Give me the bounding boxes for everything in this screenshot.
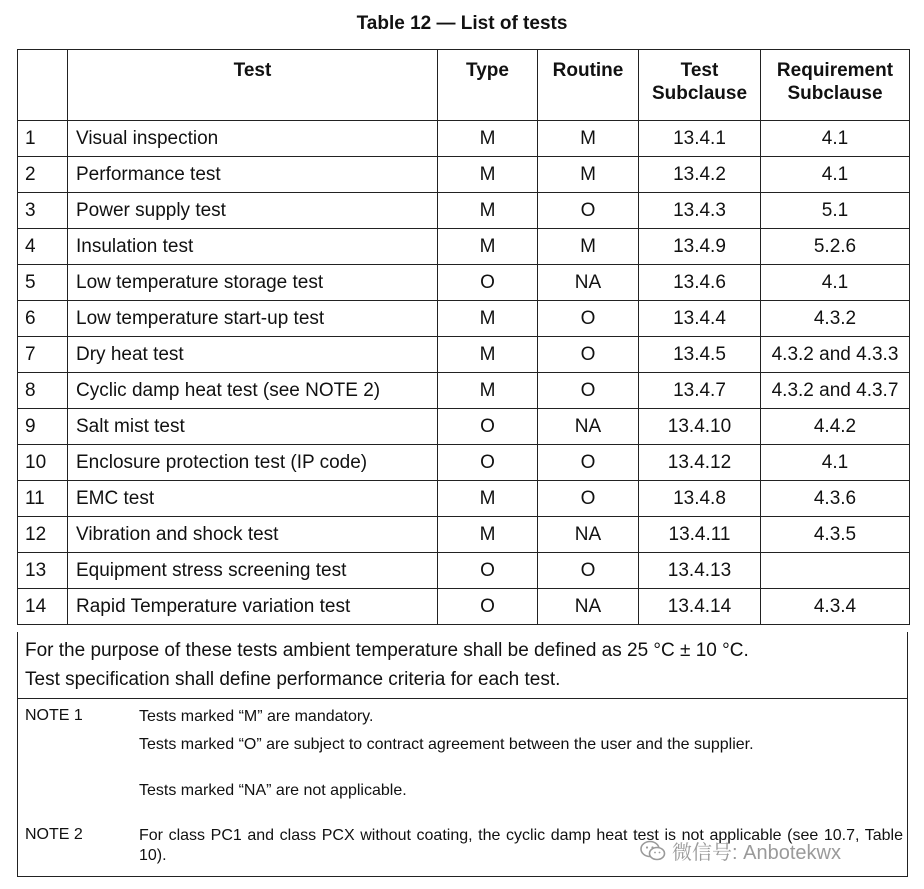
row-routine: M [538,157,639,193]
row-type: M [438,121,538,157]
table-body [18,121,910,625]
row-type: M [438,337,538,373]
row-requirement-subclause: 4.3.2 and 4.3.7 [761,373,910,409]
row-test-subclause: 13.4.12 [639,445,761,481]
row-num: 14 [18,589,68,625]
table-row [18,409,910,445]
row-test-subclause: 13.4.2 [639,157,761,193]
row-routine: M [538,229,639,265]
row-num: 4 [18,229,68,265]
row-type: M [438,157,538,193]
row-type: M [438,193,538,229]
row-test-subclause: 13.4.5 [639,337,761,373]
row-test-subclause: 13.4.14 [639,589,761,625]
row-type: M [438,301,538,337]
row-test-name: Visual inspection [68,121,438,157]
table-row [18,337,910,373]
row-routine: M [538,121,639,157]
header-req-subclause-line1: Requirement [776,60,894,81]
row-routine: O [538,373,639,409]
table-row [18,121,910,157]
row-requirement-subclause: 4.1 [761,445,910,481]
table-row [18,445,910,481]
header-test-subclause [639,50,761,121]
row-type: O [438,589,538,625]
table-row [18,265,910,301]
ambient-line-1: For the purpose of these tests ambient temperature shall be defined as 25 °C ± 10 °C. [25,640,749,661]
row-test-subclause: 13.4.4 [639,301,761,337]
row-test-name: Low temperature storage test [68,265,438,301]
row-routine: NA [538,517,639,553]
row-routine: O [538,553,639,589]
row-test-subclause: 13.4.13 [639,553,761,589]
row-num: 12 [18,517,68,553]
row-test-name: Rapid Temperature variation test [68,589,438,625]
row-test-name: Salt mist test [68,409,438,445]
header-requirement-subclause [761,50,910,121]
row-test-subclause: 13.4.3 [639,193,761,229]
row-num: 9 [18,409,68,445]
row-num: 7 [18,337,68,373]
row-num: 11 [18,481,68,517]
row-type: O [438,445,538,481]
header-row [18,50,910,121]
row-requirement-subclause: 4.3.6 [761,481,910,517]
header-test: Test [68,50,438,121]
table-row [18,553,910,589]
row-requirement-subclause: 4.3.2 [761,301,910,337]
header-test-subclause-line2: Subclause [651,83,748,104]
row-test-name: EMC test [68,481,438,517]
row-num: 8 [18,373,68,409]
row-test-name: Dry heat test [68,337,438,373]
row-requirement-subclause: 4.3.4 [761,589,910,625]
table-caption: Table 12 — List of tests [356,13,568,34]
row-requirement-subclause: 5.1 [761,193,910,229]
row-requirement-subclause [761,553,910,589]
row-requirement-subclause: 4.1 [761,121,910,157]
row-routine: O [538,193,639,229]
row-test-subclause: 13.4.7 [639,373,761,409]
row-type: O [438,265,538,301]
row-test-subclause: 13.4.6 [639,265,761,301]
table-row [18,589,910,625]
row-routine: O [538,481,639,517]
row-routine: O [538,445,639,481]
row-num: 1 [18,121,68,157]
row-routine: O [538,301,639,337]
row-routine: O [538,337,639,373]
table-row [18,481,910,517]
row-test-subclause: 13.4.8 [639,481,761,517]
note2-label: NOTE 2 [25,826,83,843]
header-routine: Routine [538,50,639,121]
row-requirement-subclause: 4.1 [761,157,910,193]
row-test-name: Cyclic damp heat test (see NOTE 2) [68,373,438,409]
table-row [18,193,910,229]
ambient-block [18,632,907,699]
row-type: M [438,229,538,265]
watermark-text: 微信号: Anbotekwx [672,842,841,864]
header-test-subclause-line1: Test [680,60,719,81]
row-num: 6 [18,301,68,337]
header-req-subclause-line2: Subclause [787,83,883,104]
row-num: 3 [18,193,68,229]
note1-line-b: Tests marked “O” are subject to contract agreement between the user and the supplier. [139,736,754,753]
row-test-name: Low temperature start-up test [68,301,438,337]
row-routine: NA [538,409,639,445]
row-num: 2 [18,157,68,193]
note1-label: NOTE 1 [25,707,83,724]
table-row [18,517,910,553]
row-test-name: Power supply test [68,193,438,229]
row-requirement-subclause: 4.1 [761,265,910,301]
ambient-line-2: Test specification shall define performance criteria for each test. [25,669,561,690]
note1-line-a: Tests marked “M” are mandatory. [139,708,374,725]
table-row [18,229,910,265]
row-test-subclause: 13.4.9 [639,229,761,265]
wechat-watermark [640,836,841,865]
row-type: O [438,553,538,589]
row-num: 5 [18,265,68,301]
row-routine: NA [538,265,639,301]
header-type: Type [438,50,538,121]
note2-text: For class PC1 and class PCX without coating, the cyclic damp heat test is not applicable (see 10.7, Table 10). [139,827,903,864]
row-requirement-subclause: 4.3.2 and 4.3.3 [761,337,910,373]
note1-line-c: Tests marked “NA” are not applicable. [139,782,407,799]
row-test-subclause: 13.4.1 [639,121,761,157]
row-num: 13 [18,553,68,589]
row-test-name: Vibration and shock test [68,517,438,553]
table-row [18,373,910,409]
row-requirement-subclause: 5.2.6 [761,229,910,265]
header-num [18,50,68,121]
wechat-icon [640,840,666,862]
row-test-name: Performance test [68,157,438,193]
row-test-name: Insulation test [68,229,438,265]
row-requirement-subclause: 4.3.5 [761,517,910,553]
row-test-name: Equipment stress screening test [68,553,438,589]
row-routine: NA [538,589,639,625]
row-test-subclause: 13.4.11 [639,517,761,553]
row-requirement-subclause: 4.4.2 [761,409,910,445]
row-type: O [438,409,538,445]
row-test-name: Enclosure protection test (IP code) [68,445,438,481]
table-row [18,301,910,337]
row-type: M [438,517,538,553]
row-test-subclause: 13.4.10 [639,409,761,445]
row-num: 10 [18,445,68,481]
table-row [18,157,910,193]
row-type: M [438,373,538,409]
tests-table [17,49,910,625]
row-type: M [438,481,538,517]
